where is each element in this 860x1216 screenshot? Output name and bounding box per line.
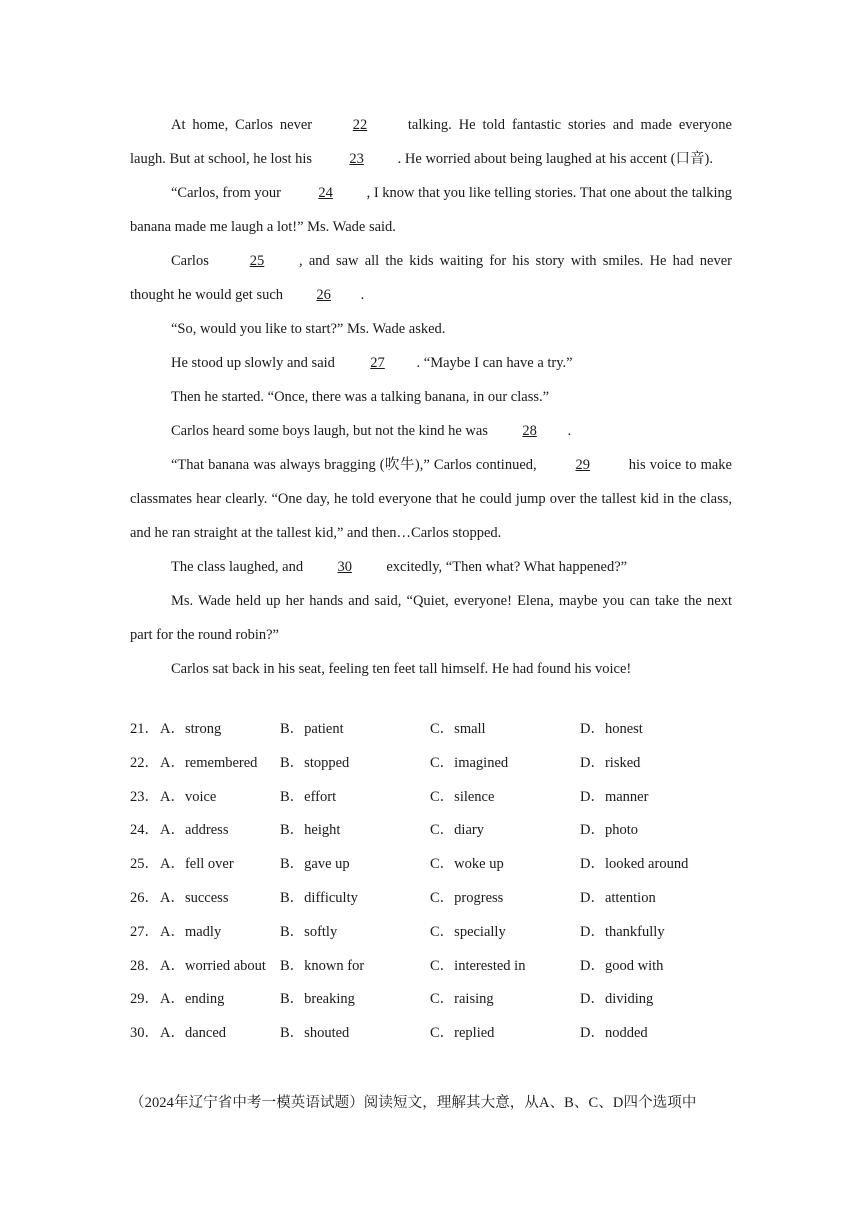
question-row (130, 814, 750, 848)
option-b: B．gave up (280, 856, 350, 873)
option-d: D．honest (580, 721, 643, 737)
question-number: 25． (130, 856, 159, 873)
text: , and saw all the kids waiting for his story with smiles. He had never thought he would get such (130, 253, 732, 303)
question-number: 24． (130, 822, 159, 839)
option-c: C．silence (430, 788, 495, 805)
paragraph-4: “So, would you like to start?” Ms. Wade asked. (171, 321, 446, 337)
paragraph-7 (130, 414, 732, 448)
text: excitedly, “Then what? What happened?” (382, 559, 628, 575)
text: . (360, 287, 365, 303)
text: . He worried about being laughed at his accent (口音). (397, 151, 713, 167)
option-c: C．small (430, 721, 486, 737)
text: “Carlos, from your (171, 185, 285, 201)
option-a: A．address (160, 822, 229, 839)
question-number: 23． (130, 788, 159, 805)
passage (130, 108, 732, 686)
option-d: D．attention (580, 889, 656, 906)
option-b: B．stopped (280, 754, 350, 771)
blank-24: 24 (318, 185, 333, 201)
option-a: A．danced (160, 1025, 227, 1042)
blank-23: 23 (349, 151, 364, 167)
option-d: D．photo (580, 822, 638, 839)
paragraph-1 (130, 108, 732, 176)
question-row (130, 950, 750, 984)
blank-22: 22 (352, 117, 368, 133)
text: At home, Carlos never (171, 117, 319, 133)
text: talking. He told fantastic stories and made everyone laugh. But at school, he lost his (130, 117, 732, 167)
blank-27: 27 (370, 355, 385, 371)
text: The class laughed, and (171, 559, 307, 575)
question-row (130, 916, 750, 950)
text: his voice to make classmates hear clearly. “One day, he told everyone that he could jump over the tallest kid in the class, and he ran straight at the tallest kid,” and then…Carlos stopped. (130, 457, 732, 541)
option-c: C．progress (430, 889, 504, 906)
question-row (130, 1017, 750, 1051)
question-number: 26． (130, 889, 159, 906)
question-number: 22． (130, 754, 159, 771)
text: . (567, 423, 572, 439)
option-b: B．shouted (280, 1025, 350, 1042)
option-c: C．woke up (430, 856, 504, 873)
blank-30: 30 (337, 559, 352, 575)
option-b: B．known for (280, 957, 365, 974)
text: Carlos heard some boys laugh, but not the kind he was (171, 423, 492, 439)
option-a: A．fell over (160, 856, 234, 873)
text: Carlos (171, 253, 216, 269)
text: . “Maybe I can have a try.” (416, 355, 573, 371)
option-a: A．voice (160, 788, 217, 805)
option-d: D．risked (580, 754, 641, 771)
blank-29: 29 (575, 457, 590, 473)
option-a: A．success (160, 889, 229, 906)
question-row (130, 848, 750, 882)
next-section-instruction: （2024年辽宁省中考一模英语试题）阅读短文，理解其大意，从A、B、C、D四个选项中 (130, 1095, 697, 1111)
option-d: D．dividing (580, 991, 654, 1008)
option-d: D．good with (580, 957, 664, 974)
paragraph-8 (130, 448, 732, 550)
option-b: B．patient (280, 721, 344, 737)
option-c: C．raising (430, 991, 494, 1008)
option-d: D．nodded (580, 1025, 648, 1042)
option-b: B．breaking (280, 991, 355, 1008)
option-b: B．softly (280, 923, 338, 940)
option-b: B．effort (280, 788, 337, 805)
paragraph-2 (130, 176, 732, 244)
paragraph-5 (130, 346, 732, 380)
question-row (130, 781, 750, 815)
question-number: 30． (130, 1025, 159, 1042)
question-row (130, 983, 750, 1017)
blank-28: 28 (522, 423, 537, 439)
question-number: 29． (130, 991, 159, 1008)
paragraph-9 (130, 550, 732, 584)
question-row (130, 747, 750, 781)
paragraph-11: Carlos sat back in his seat, feeling ten feet tall himself. He had found his voice! (171, 661, 632, 677)
option-c: C．interested in (430, 957, 526, 974)
option-d: D．manner (580, 788, 649, 805)
option-c: C．imagined (430, 754, 509, 771)
option-c: C．specially (430, 923, 506, 940)
question-row (130, 713, 750, 747)
text: , I know that you like telling stories. That one about the talking banana made me laugh a lot!” Ms. Wade said. (130, 185, 733, 235)
paragraph-10: Ms. Wade held up her hands and said, “Quiet, everyone! Elena, maybe you can take the next part for the round robin?” (130, 593, 732, 643)
option-d: D．thankfully (580, 923, 665, 940)
question-number: 28． (130, 957, 159, 974)
text: He stood up slowly and said (171, 355, 339, 371)
paragraph-6: Then he started. “Once, there was a talking banana, in our class.” (171, 389, 550, 405)
option-b: B．difficulty (280, 889, 358, 906)
option-a: A．strong (160, 721, 222, 737)
paragraph-3 (130, 244, 732, 312)
option-a: A．worried about (160, 957, 266, 974)
text: “That banana was always bragging (吹牛),” Carlos continued, (171, 457, 541, 473)
option-a: A．remembered (160, 754, 258, 771)
blank-25: 25 (249, 253, 265, 269)
option-a: A．ending (160, 991, 225, 1008)
question-row (130, 882, 750, 916)
question-options (130, 713, 750, 1051)
blank-26: 26 (316, 287, 331, 303)
option-c: C．diary (430, 822, 484, 839)
option-c: C．replied (430, 1025, 495, 1042)
option-d: D．looked around (580, 856, 689, 873)
option-a: A．madly (160, 923, 222, 940)
option-b: B．height (280, 822, 341, 839)
question-number: 27． (130, 923, 159, 940)
question-number: 21． (130, 721, 159, 737)
